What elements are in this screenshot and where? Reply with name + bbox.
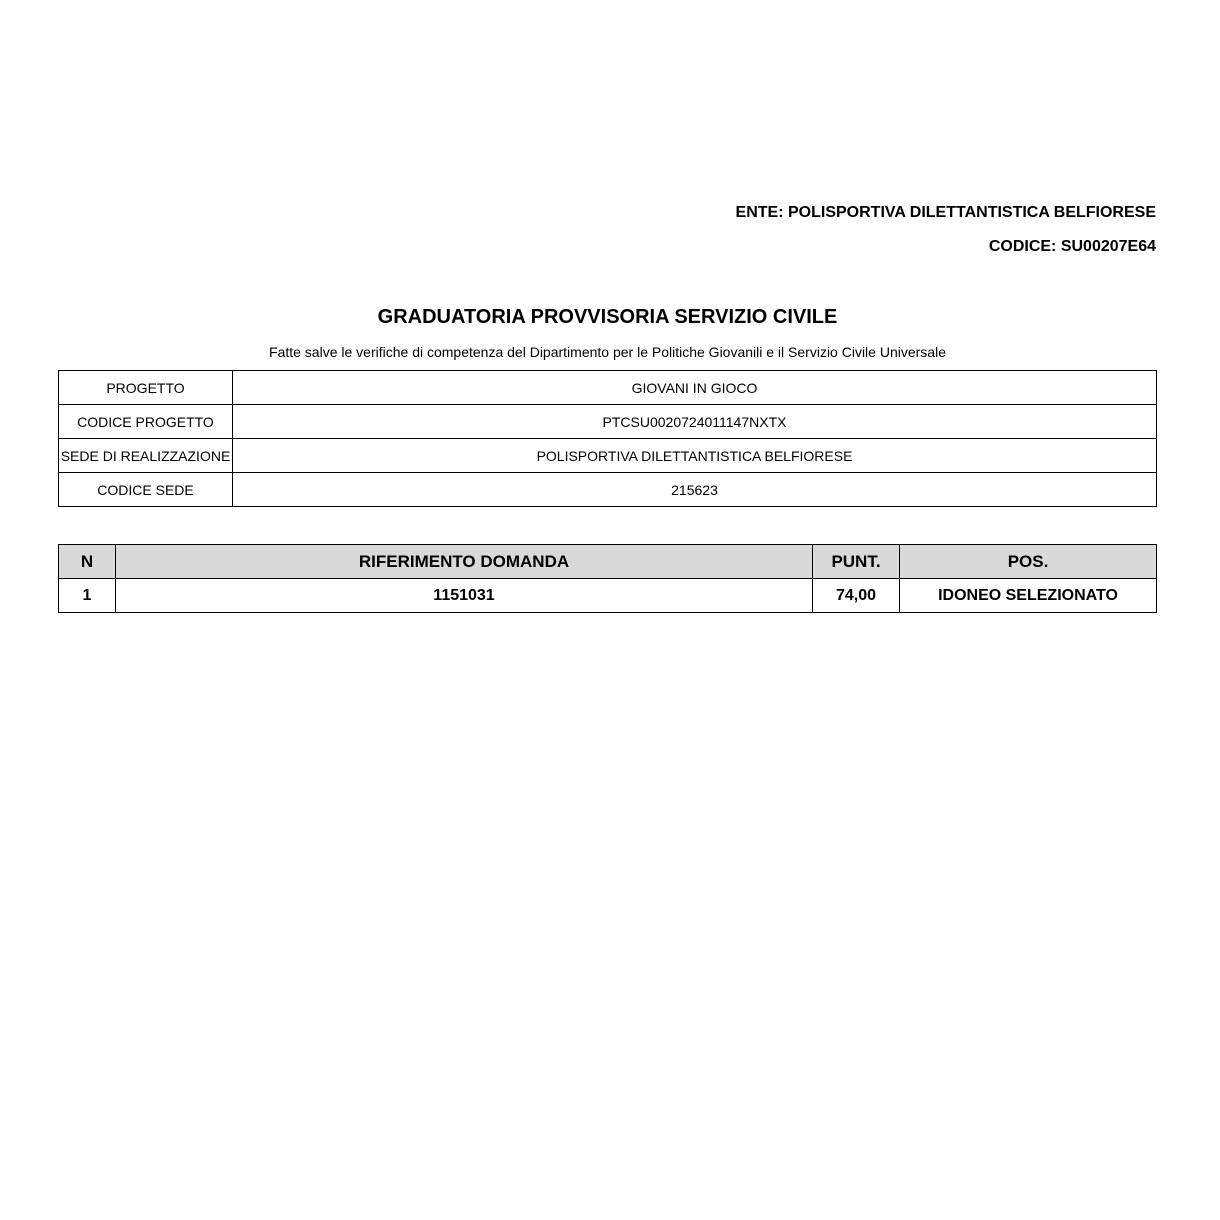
info-value: PTCSU0020724011147NXTX — [233, 405, 1157, 439]
column-header-riferimento: RIFERIMENTO DOMANDA — [116, 545, 813, 579]
project-info-table — [58, 370, 1157, 507]
info-row-progetto — [59, 371, 1157, 405]
ranking-table — [58, 544, 1157, 613]
column-header-punteggio: PUNT. — [813, 545, 900, 579]
table-row — [59, 579, 1157, 613]
info-label: CODICE SEDE — [59, 473, 233, 507]
info-row-codice-sede — [59, 473, 1157, 507]
info-row-sede — [59, 439, 1157, 473]
cell-punteggio: 74,00 — [813, 579, 900, 613]
info-label: PROGETTO — [59, 371, 233, 405]
cell-posizione: IDONEO SELEZIONATO — [900, 579, 1157, 613]
document-title: GRADUATORIA PROVVISORIA SERVIZIO CIVILE — [377, 306, 838, 328]
ente-label: ENTE: POLISPORTIVA DILETTANTISTICA BELFIORESE — [735, 204, 1156, 221]
column-header-n: N — [59, 545, 116, 579]
info-row-codice-progetto — [59, 405, 1157, 439]
info-value: GIOVANI IN GIOCO — [233, 371, 1157, 405]
codice-label: CODICE: SU00207E64 — [988, 238, 1156, 255]
info-value: 215623 — [233, 473, 1157, 507]
info-label: SEDE DI REALIZZAZIONE — [59, 439, 233, 473]
info-value: POLISPORTIVA DILETTANTISTICA BELFIORESE — [233, 439, 1157, 473]
document-subtitle: Fatte salve le verifiche di competenza del Dipartimento per le Politiche Giovanili e il Servizio Civile Universale — [269, 344, 946, 360]
ranking-header-row — [59, 545, 1157, 579]
cell-n: 1 — [59, 579, 116, 613]
cell-riferimento: 1151031 — [116, 579, 813, 613]
column-header-posizione: POS. — [900, 545, 1157, 579]
info-label: CODICE PROGETTO — [59, 405, 233, 439]
